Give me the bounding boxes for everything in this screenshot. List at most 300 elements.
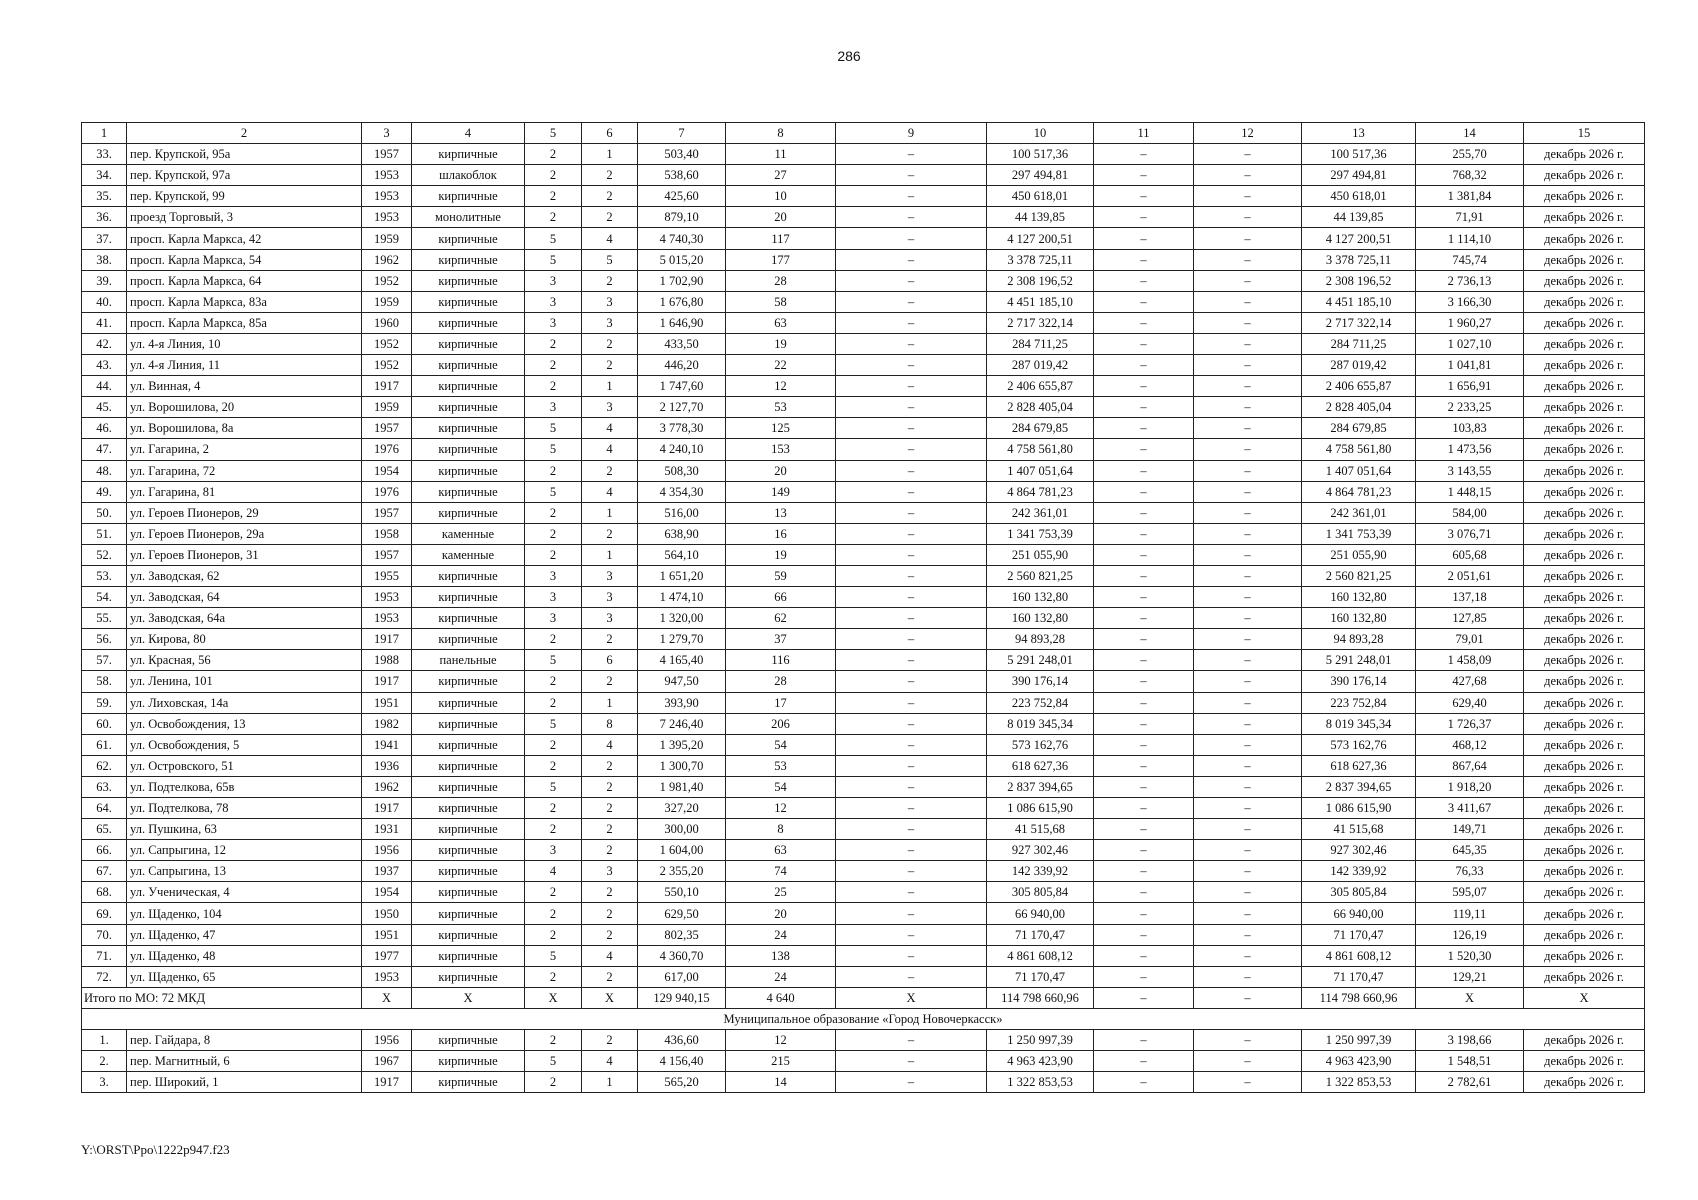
table-cell: декабрь 2026 г. (1524, 966, 1645, 987)
table-cell: 66 940,00 (987, 903, 1094, 924)
table-cell: 12 (1194, 123, 1302, 144)
table-cell: 1953 (362, 186, 412, 207)
table-cell: 19 (726, 544, 836, 565)
table-cell: Х (525, 987, 582, 1008)
table-cell: – (836, 755, 987, 776)
table-cell: – (1094, 713, 1194, 734)
table-cell: Х (412, 987, 525, 1008)
table-cell: 54 (726, 776, 836, 797)
page-number: 286 (837, 48, 861, 64)
table-cell: 879,10 (638, 207, 726, 228)
table-cell: 1 981,40 (638, 776, 726, 797)
table-cell: – (1194, 1051, 1302, 1072)
table-cell: 5 015,20 (638, 249, 726, 270)
table-cell: 1917 (362, 798, 412, 819)
table-cell: 3 (525, 291, 582, 312)
table-cell: 3 778,30 (638, 418, 726, 439)
table-cell: 4 963 423,90 (1302, 1051, 1416, 1072)
table-cell: 516,00 (638, 502, 726, 523)
table-cell: 2 (525, 966, 582, 987)
table-row (82, 903, 1645, 924)
table-cell: 2 736,13 (1416, 270, 1524, 291)
table-cell: 1 726,37 (1416, 713, 1524, 734)
table-cell: – (836, 481, 987, 502)
table-cell: ул. Гагарина, 2 (127, 439, 362, 460)
table-cell: 255,70 (1416, 144, 1524, 165)
table-cell: – (1194, 987, 1302, 1008)
table-cell: – (836, 502, 987, 523)
table-cell: – (1094, 565, 1194, 586)
table-cell: ул. Гагарина, 81 (127, 481, 362, 502)
table-cell: 427,68 (1416, 671, 1524, 692)
table-cell: 1954 (362, 460, 412, 481)
table-cell: 1 341 753,39 (1302, 523, 1416, 544)
table-row (82, 819, 1645, 840)
table-cell: 40. (82, 291, 127, 312)
table-cell: 5 (525, 249, 582, 270)
table-cell: – (1194, 439, 1302, 460)
table-cell: 94 893,28 (987, 629, 1094, 650)
table-row (82, 798, 1645, 819)
table-cell: 37. (82, 228, 127, 249)
table-row (82, 544, 1645, 565)
table-cell: – (1194, 481, 1302, 502)
table-cell: декабрь 2026 г. (1524, 418, 1645, 439)
table-cell: – (1194, 502, 1302, 523)
table-cell: 3 378 725,11 (1302, 249, 1416, 270)
table-cell: 2 (582, 523, 638, 544)
table-cell: 436,60 (638, 1030, 726, 1051)
table-cell: 3 (525, 565, 582, 586)
table-cell: 1 (582, 376, 638, 397)
table-cell: 1 027,10 (1416, 333, 1524, 354)
table-cell: – (1194, 144, 1302, 165)
table-cell: кирпичные (412, 186, 525, 207)
table-cell: декабрь 2026 г. (1524, 629, 1645, 650)
table-cell: – (1194, 333, 1302, 354)
table-cell: декабрь 2026 г. (1524, 249, 1645, 270)
table-cell: кирпичные (412, 629, 525, 650)
table-cell: 4 354,30 (638, 481, 726, 502)
table-cell: декабрь 2026 г. (1524, 840, 1645, 861)
table-cell: – (1094, 903, 1194, 924)
table-cell: 116 (726, 650, 836, 671)
table-cell: 2 (525, 692, 582, 713)
table-cell: 1958 (362, 523, 412, 544)
table-cell: ул. Героев Пионеров, 31 (127, 544, 362, 565)
table-cell: просп. Карла Маркса, 85а (127, 312, 362, 333)
table-cell: 114 798 660,96 (987, 987, 1094, 1008)
table-cell: 1962 (362, 776, 412, 797)
table-cell: 584,00 (1416, 502, 1524, 523)
table-cell: 6 (582, 123, 638, 144)
table-cell: 390 176,14 (987, 671, 1094, 692)
table-cell: 2 (582, 671, 638, 692)
table-cell: 74 (726, 861, 836, 882)
table-cell: 1 407 051,64 (1302, 460, 1416, 481)
table-row (82, 333, 1645, 354)
table-cell: 53 (726, 397, 836, 418)
table-cell: – (1194, 776, 1302, 797)
table-cell: 1959 (362, 228, 412, 249)
table-cell: – (836, 544, 987, 565)
table-row (82, 312, 1645, 333)
table-cell: пер. Широкий, 1 (127, 1072, 362, 1093)
table-cell: 60. (82, 713, 127, 734)
table-row (82, 270, 1645, 291)
table-cell: 6 (582, 650, 638, 671)
table-cell: – (1094, 502, 1194, 523)
table-cell: 1 646,90 (638, 312, 726, 333)
table-cell: – (836, 966, 987, 987)
table-cell: 22 (726, 355, 836, 376)
table-cell: – (836, 1051, 987, 1072)
table-cell: 802,35 (638, 924, 726, 945)
table-cell: 160 132,80 (1302, 587, 1416, 608)
table-cell: 4 (582, 945, 638, 966)
table-cell: 44. (82, 376, 127, 397)
table-cell: 2 233,25 (1416, 397, 1524, 418)
table-cell: 251 055,90 (987, 544, 1094, 565)
table-cell: 1952 (362, 270, 412, 291)
table-cell: 3 (525, 312, 582, 333)
table-cell: просп. Карла Маркса, 54 (127, 249, 362, 270)
table-cell: 1976 (362, 439, 412, 460)
table-cell: панельные (412, 650, 525, 671)
table-cell: кирпичные (412, 587, 525, 608)
table-cell: – (1094, 544, 1194, 565)
table-cell: кирпичные (412, 692, 525, 713)
table-cell: 3 (582, 291, 638, 312)
table-cell: 1977 (362, 945, 412, 966)
table-cell: ул. Красная, 56 (127, 650, 362, 671)
table-cell: 53 (726, 755, 836, 776)
table-cell: 103,83 (1416, 418, 1524, 439)
table-cell: – (836, 671, 987, 692)
table-cell: 4 451 185,10 (987, 291, 1094, 312)
table-cell: 44 139,85 (987, 207, 1094, 228)
table-cell: 2 (582, 776, 638, 797)
table-cell: 508,30 (638, 460, 726, 481)
table-cell: – (1094, 207, 1194, 228)
table-cell: 13 (1302, 123, 1416, 144)
table-cell: 71,91 (1416, 207, 1524, 228)
table-cell: 1 114,10 (1416, 228, 1524, 249)
table-cell: 1 279,70 (638, 629, 726, 650)
table-cell: – (1094, 186, 1194, 207)
table-cell: пер. Крупской, 99 (127, 186, 362, 207)
table-cell: – (836, 312, 987, 333)
table-cell: 4 (582, 481, 638, 502)
table-cell: – (836, 734, 987, 755)
table-cell: Муниципальное образование «Город Новочеркасск» (82, 1008, 1645, 1029)
table-cell: 284 711,25 (987, 333, 1094, 354)
table-cell: 223 752,84 (1302, 692, 1416, 713)
table-cell: ул. Щаденко, 65 (127, 966, 362, 987)
table-cell: 564,10 (638, 544, 726, 565)
table-cell: 2 406 655,87 (1302, 376, 1416, 397)
table-cell: 1 322 853,53 (987, 1072, 1094, 1093)
table-cell: 393,90 (638, 692, 726, 713)
total-row (82, 987, 1645, 1008)
table-cell: 2 (525, 755, 582, 776)
table-cell: ул. Героев Пионеров, 29а (127, 523, 362, 544)
table-cell: – (836, 249, 987, 270)
table-cell: 33. (82, 144, 127, 165)
table-cell: – (1094, 840, 1194, 861)
table-cell: 4 (582, 1051, 638, 1072)
table-cell: кирпичные (412, 924, 525, 945)
table-cell: 2 (525, 544, 582, 565)
table-cell: 450 618,01 (987, 186, 1094, 207)
table-cell: кирпичные (412, 1051, 525, 1072)
table-cell: 64. (82, 798, 127, 819)
table-cell: 28 (726, 671, 836, 692)
table-cell: 206 (726, 713, 836, 734)
table-cell: 8 (582, 713, 638, 734)
table-cell: – (1094, 228, 1194, 249)
table-cell: 9 (836, 123, 987, 144)
table-cell: 3 (582, 565, 638, 586)
table-cell: 42. (82, 333, 127, 354)
table-cell: Итого по МО: 72 МКД (82, 987, 362, 1008)
table-cell: 1 086 615,90 (987, 798, 1094, 819)
table-cell: – (836, 903, 987, 924)
table-cell: 1 (582, 502, 638, 523)
table-cell: декабрь 2026 г. (1524, 312, 1645, 333)
table-cell: 2 (582, 207, 638, 228)
table-cell: ул. Освобождения, 13 (127, 713, 362, 734)
table-cell: 297 494,81 (987, 165, 1094, 186)
table-cell: 15 (1524, 123, 1645, 144)
table-cell: – (1194, 608, 1302, 629)
table-cell: 5 (525, 1051, 582, 1072)
table-cell: 13 (726, 502, 836, 523)
table-cell: декабрь 2026 г. (1524, 798, 1645, 819)
table-cell: 1982 (362, 713, 412, 734)
table-cell: 1 604,00 (638, 840, 726, 861)
table-cell: – (1194, 755, 1302, 776)
table-body (82, 123, 1645, 1093)
table-cell: 54 (726, 734, 836, 755)
table-cell: декабрь 2026 г. (1524, 819, 1645, 840)
table-row (82, 692, 1645, 713)
table-cell: 4 240,10 (638, 439, 726, 460)
table-cell: ул. Ворошилова, 20 (127, 397, 362, 418)
header-row (82, 123, 1645, 144)
table-cell: – (1194, 1030, 1302, 1051)
table-cell: 1 (582, 1072, 638, 1093)
table-cell: 305 805,84 (1302, 882, 1416, 903)
table-cell: 1 341 753,39 (987, 523, 1094, 544)
table-cell: – (1194, 882, 1302, 903)
table-cell: кирпичные (412, 1072, 525, 1093)
table-cell: – (836, 840, 987, 861)
table-cell: 3 (525, 397, 582, 418)
table-cell: 149,71 (1416, 819, 1524, 840)
table-cell: 27 (726, 165, 836, 186)
table-cell: 45. (82, 397, 127, 418)
table-cell: ул. Сапрыгина, 13 (127, 861, 362, 882)
table-cell: 2 (525, 903, 582, 924)
table-cell: декабрь 2026 г. (1524, 650, 1645, 671)
table-cell: декабрь 2026 г. (1524, 945, 1645, 966)
table-cell: 2 (525, 1030, 582, 1051)
table-cell: 160 132,80 (1302, 608, 1416, 629)
table-cell: 1917 (362, 629, 412, 650)
table-cell: 2 (582, 798, 638, 819)
table-cell: 2 308 196,52 (1302, 270, 1416, 291)
table-cell: ул. Подтелкова, 65в (127, 776, 362, 797)
table-cell: пер. Крупской, 97а (127, 165, 362, 186)
table-cell: – (1094, 439, 1194, 460)
table-cell: 327,20 (638, 798, 726, 819)
table-cell: – (1094, 523, 1194, 544)
table-cell: 1953 (362, 966, 412, 987)
table-cell: 2 (525, 460, 582, 481)
table-cell: – (1194, 312, 1302, 333)
table-cell: 433,50 (638, 333, 726, 354)
table-cell: 3 (525, 587, 582, 608)
table-cell: 629,50 (638, 903, 726, 924)
table-row (82, 355, 1645, 376)
table-cell: кирпичные (412, 734, 525, 755)
table-cell: ул. Заводская, 64 (127, 587, 362, 608)
table-cell: 2 (582, 165, 638, 186)
table-cell: кирпичные (412, 840, 525, 861)
table-cell: 24 (726, 924, 836, 945)
table-cell: 867,64 (1416, 755, 1524, 776)
table-cell: – (1194, 734, 1302, 755)
table-row (82, 186, 1645, 207)
table-cell: 5 (525, 418, 582, 439)
table-cell: 3 (582, 397, 638, 418)
table-cell: 2 837 394,65 (1302, 776, 1416, 797)
table-cell: 49. (82, 481, 127, 502)
table-cell: 138 (726, 945, 836, 966)
table-cell: 2 (525, 629, 582, 650)
table-cell: 54. (82, 587, 127, 608)
table-cell: 2 (525, 165, 582, 186)
table-cell: 1 (582, 144, 638, 165)
table-cell: 16 (726, 523, 836, 544)
table-cell: – (1094, 671, 1194, 692)
table-cell: 2 (525, 819, 582, 840)
table-cell: декабрь 2026 г. (1524, 1030, 1645, 1051)
table-cell: – (1094, 1051, 1194, 1072)
table-cell: – (836, 861, 987, 882)
table-cell: – (836, 1030, 987, 1051)
table-cell: 2 (525, 502, 582, 523)
table-cell: – (1094, 355, 1194, 376)
table-cell: декабрь 2026 г. (1524, 924, 1645, 945)
table-cell: 3 411,67 (1416, 798, 1524, 819)
table-cell: 71. (82, 945, 127, 966)
table-cell: 127,85 (1416, 608, 1524, 629)
table-cell: 2 828 405,04 (1302, 397, 1416, 418)
table-cell: – (1194, 207, 1302, 228)
table-cell: 1 548,51 (1416, 1051, 1524, 1072)
table-cell: 2 (525, 376, 582, 397)
table-cell: 3 (582, 608, 638, 629)
table-cell: 137,18 (1416, 587, 1524, 608)
table-cell: 927 302,46 (987, 840, 1094, 861)
table-row (82, 587, 1645, 608)
table-cell: 2 (582, 333, 638, 354)
table-cell: кирпичные (412, 355, 525, 376)
table-cell: 2 051,61 (1416, 565, 1524, 586)
table-cell: – (1094, 966, 1194, 987)
table-cell: 59 (726, 565, 836, 586)
table-cell: декабрь 2026 г. (1524, 333, 1645, 354)
table-cell: 100 517,36 (987, 144, 1094, 165)
table-cell: 1 448,15 (1416, 481, 1524, 502)
table-cell: – (1194, 587, 1302, 608)
table-cell: – (1194, 629, 1302, 650)
table-cell: – (1094, 291, 1194, 312)
table-cell: 66 (726, 587, 836, 608)
table-cell: кирпичные (412, 397, 525, 418)
table-cell: 4 861 608,12 (987, 945, 1094, 966)
table-cell: – (1094, 882, 1194, 903)
table-row (82, 861, 1645, 882)
table-cell: 1 473,56 (1416, 439, 1524, 460)
table-cell: – (836, 819, 987, 840)
table-cell: 629,40 (1416, 692, 1524, 713)
table-cell: – (836, 945, 987, 966)
table-cell: – (1094, 376, 1194, 397)
table-row (82, 945, 1645, 966)
table-cell: 119,11 (1416, 903, 1524, 924)
table-cell: декабрь 2026 г. (1524, 903, 1645, 924)
table-cell: – (1194, 819, 1302, 840)
table-cell: 62 (726, 608, 836, 629)
table-cell: 1 458,09 (1416, 650, 1524, 671)
table-cell: 4 (582, 439, 638, 460)
table-cell: 11 (726, 144, 836, 165)
table-row (82, 565, 1645, 586)
table-row (82, 418, 1645, 439)
table-cell: 2 (582, 924, 638, 945)
table-cell: 4 740,30 (638, 228, 726, 249)
table-cell: декабрь 2026 г. (1524, 355, 1645, 376)
table-cell: 1 520,30 (1416, 945, 1524, 966)
table-cell: 2 (525, 924, 582, 945)
table-cell: 2 (525, 333, 582, 354)
table-cell: 287 019,42 (987, 355, 1094, 376)
table-cell: 2 (127, 123, 362, 144)
table-cell: декабрь 2026 г. (1524, 1072, 1645, 1093)
table-cell: 4 (582, 228, 638, 249)
table-cell: 35. (82, 186, 127, 207)
table-cell: 61. (82, 734, 127, 755)
table-row (82, 713, 1645, 734)
table-cell: декабрь 2026 г. (1524, 671, 1645, 692)
table-cell: 768,32 (1416, 165, 1524, 186)
table-cell: 1959 (362, 397, 412, 418)
table-cell: 41 515,68 (987, 819, 1094, 840)
table-cell: кирпичные (412, 713, 525, 734)
table-cell: декабрь 2026 г. (1524, 1051, 1645, 1072)
table-cell: просп. Карла Маркса, 42 (127, 228, 362, 249)
table-cell: 2 (525, 186, 582, 207)
table-cell: 129 940,15 (638, 987, 726, 1008)
table-cell: 7 (638, 123, 726, 144)
table-cell: 242 361,01 (1302, 502, 1416, 523)
table-cell: – (836, 439, 987, 460)
table-cell: 142 339,92 (987, 861, 1094, 882)
table-cell: кирпичные (412, 481, 525, 502)
